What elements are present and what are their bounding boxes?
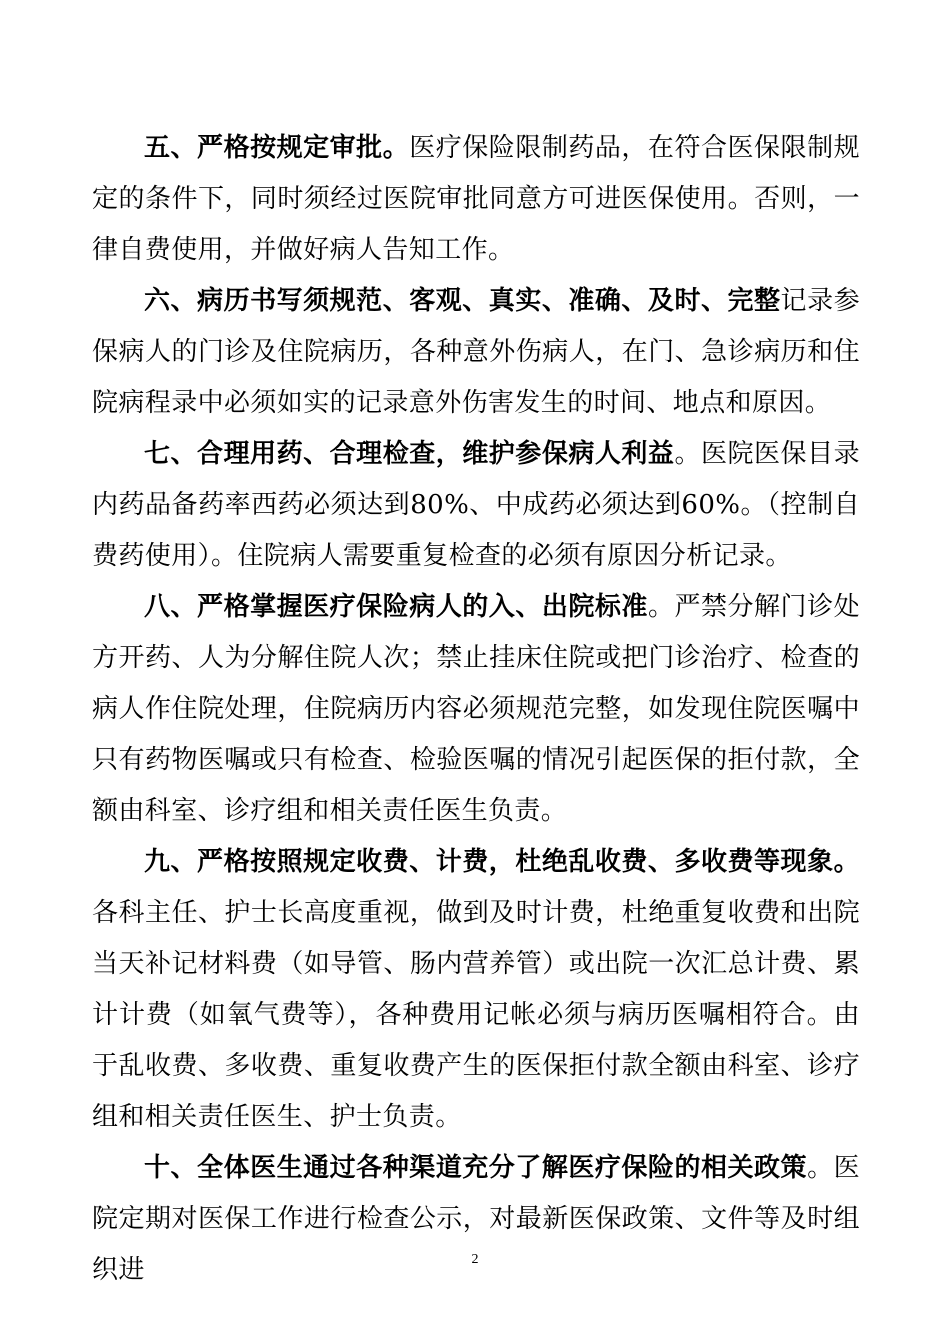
paragraph-text: 各科主任、护士长高度重视，做到及时计费，杜绝重复收费和出院当天补记材料费（如导管、肠内营养管）或出院一次汇总计费、累计计费（如氧气费等），各种费用记帐必须与病历医嘱相符合。由于乱收费、多收费、重复收费产生的医保拒付款全额由科室、诊疗组和相关责任医生、护士负责。 <box>92 898 860 1132</box>
paragraph-9 <box>92 837 860 1143</box>
paragraph-heading: 五、严格按规定审批。 <box>144 133 410 163</box>
paragraph-heading: 七、合理用药、合理检查，维护参保病人利益 <box>144 439 675 469</box>
page-number: 2 <box>471 1252 479 1267</box>
paragraph-5 <box>92 123 860 276</box>
paragraph-text: 。医院定期对医保工作进行检查公示，对最新医保政策、文件等及时组织进 <box>92 1153 860 1285</box>
paragraph-heading: 十、全体医生通过各种渠道充分了解医疗保险的相关政策 <box>144 1153 808 1183</box>
paragraph-text: 记录参保病人的门诊及住院病历，各种意外伤病人，在门、急诊病历和住院病程录中必须如实的记录意外伤害发生的时间、地点和原因。 <box>92 286 860 418</box>
paragraph-8 <box>92 582 860 837</box>
paragraph-6 <box>92 276 860 429</box>
paragraph-10 <box>92 1143 860 1296</box>
document-body <box>92 123 860 1296</box>
paragraph-text: 医疗保险限制药品，在符合医保限制规定的条件下，同时须经过医院审批同意方可进医保使用。否则，一律自费使用，并做好病人告知工作。 <box>92 133 860 265</box>
paragraph-heading: 九、严格按照规定收费、计费，杜绝乱收费、多收费等现象。 <box>144 847 860 877</box>
paragraph-heading: 六、病历书写须规范、客观、真实、准确、及时、完整 <box>144 286 781 316</box>
paragraph-heading: 八、严格掌握医疗保险病人的入、出院标准 <box>144 592 648 622</box>
paragraph-text: 。医院医保目录内药品备药率西药必须达到80%、中成药必须达到60%。（控制自费药使用）。住院病人需要重复检查的必须有原因分析记录。 <box>92 439 860 571</box>
paragraph-text: 。严禁分解门诊处方开药、人为分解住院人次；禁止挂床住院或把门诊治疗、检查的病人作住院处理，住院病历内容必须规范完整，如发现住院医嘱中只有药物医嘱或只有检查、检验医嘱的情况引起医保的拒付款，全额由科室、诊疗组和相关责任医生负责。 <box>92 592 860 826</box>
paragraph-7 <box>92 429 860 582</box>
